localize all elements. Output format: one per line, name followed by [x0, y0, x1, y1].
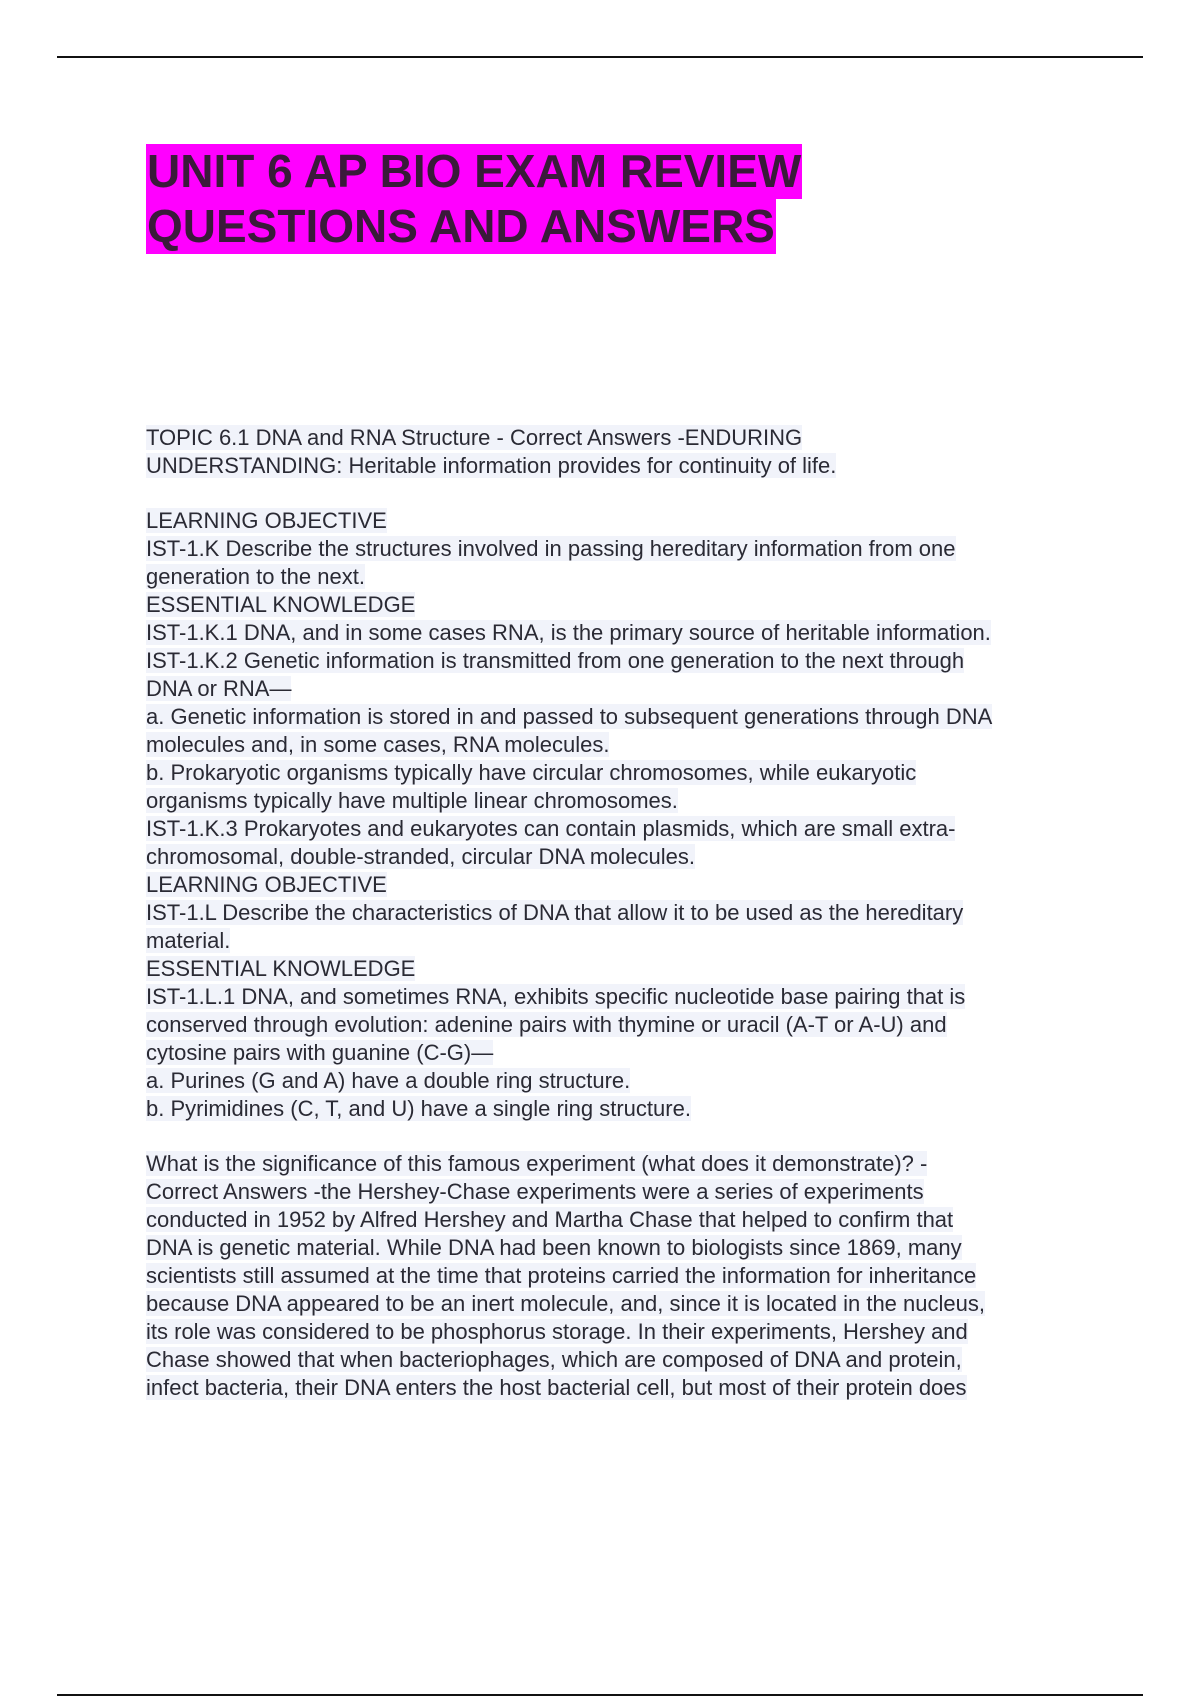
text-line — [146, 1234, 1086, 1262]
text-line — [146, 507, 1086, 535]
text-line — [146, 1067, 1086, 1095]
text-line — [146, 1011, 1086, 1039]
top-horizontal-rule — [57, 56, 1143, 58]
text-line-content: IST-1.K.2 Genetic information is transmitted from one generation to the next through — [146, 648, 965, 673]
text-line — [146, 955, 1086, 983]
text-line-content: IST-1.K.3 Prokaryotes and eukaryotes can contain plasmids, which are small extra- — [146, 816, 956, 841]
text-line — [146, 871, 1086, 899]
title-line-2: QUESTIONS AND ANSWERS — [147, 200, 775, 252]
text-line-content: b. Prokaryotic organisms typically have circular chromosomes, while eukaryotic — [146, 760, 917, 785]
text-line-content: IST-1.K.1 DNA, and in some cases RNA, is the primary source of heritable information. — [146, 620, 991, 645]
text-line-content: DNA or RNA— — [146, 676, 292, 701]
text-line — [146, 424, 1086, 452]
text-line-content: Correct Answers -the Hershey-Chase experiments were a series of experiments — [146, 1179, 924, 1204]
text-line-content: a. Genetic information is stored in and passed to subsequent generations through DNA — [146, 704, 993, 729]
text-line — [146, 675, 1086, 703]
text-line — [146, 1346, 1086, 1374]
text-line — [146, 787, 1086, 815]
text-line-content: UNDERSTANDING: Heritable information provides for continuity of life. — [146, 453, 837, 478]
text-line — [146, 563, 1086, 591]
text-line-content: its role was considered to be phosphorus storage. In their experiments, Hershey and — [146, 1319, 968, 1344]
text-line — [146, 759, 1086, 787]
text-line-content: a. Purines (G and A) have a double ring structure. — [146, 1068, 631, 1093]
text-line — [146, 703, 1086, 731]
text-line-content: DNA is genetic material. While DNA had been known to biologists since 1869, many — [146, 1235, 962, 1260]
title-line-1: UNIT 6 AP BIO EXAM REVIEW — [147, 145, 802, 197]
text-line-content: What is the significance of this famous experiment (what does it demonstrate)? - — [146, 1151, 928, 1176]
text-line-content: chromosomal, double-stranded, circular DNA molecules. — [146, 844, 696, 869]
text-line — [146, 1178, 1086, 1206]
document-body — [146, 424, 1086, 1402]
text-line-content: TOPIC 6.1 DNA and RNA Structure - Correct Answers -ENDURING — [146, 425, 803, 450]
text-line-content: IST-1.L Describe the characteristics of DNA that allow it to be used as the hereditary — [146, 900, 964, 925]
text-line — [146, 843, 1086, 871]
text-line — [146, 535, 1086, 563]
text-line — [146, 591, 1086, 619]
text-line-content: organisms typically have multiple linear chromosomes. — [146, 788, 678, 813]
text-line-content: b. Pyrimidines (C, T, and U) have a single ring structure. — [146, 1096, 691, 1121]
text-line-content: because DNA appeared to be an inert molecule, and, since it is located in the nucleus, — [146, 1291, 985, 1316]
text-line-content: Chase showed that when bacteriophages, which are composed of DNA and protein, — [146, 1347, 962, 1372]
text-line — [146, 647, 1086, 675]
text-line-content: conducted in 1952 by Alfred Hershey and Martha Chase that helped to confirm that — [146, 1207, 954, 1232]
text-line — [146, 452, 1086, 480]
text-line-content: LEARNING OBJECTIVE — [146, 508, 387, 533]
text-line — [146, 1318, 1086, 1346]
text-line-content: ESSENTIAL KNOWLEDGE — [146, 956, 416, 981]
paragraph-gap — [146, 480, 1086, 507]
objectives-paragraph — [146, 507, 1086, 1123]
text-line — [146, 1039, 1086, 1067]
text-line-content: infect bacteria, their DNA enters the host bacterial cell, but most of their protein does — [146, 1375, 967, 1400]
text-line — [146, 983, 1086, 1011]
text-line-content: IST-1.L.1 DNA, and sometimes RNA, exhibits specific nucleotide base pairing that is — [146, 984, 966, 1009]
text-line — [146, 815, 1086, 843]
text-line-content: material. — [146, 928, 231, 953]
text-line — [146, 731, 1086, 759]
text-line — [146, 1206, 1086, 1234]
text-line — [146, 1095, 1086, 1123]
text-line-content: IST-1.K Describe the structures involved in passing hereditary information from one — [146, 536, 956, 561]
text-line-content: molecules and, in some cases, RNA molecules. — [146, 732, 610, 757]
text-line — [146, 1290, 1086, 1318]
text-line — [146, 1150, 1086, 1178]
question-answer-paragraph — [146, 1150, 1086, 1402]
text-line — [146, 1262, 1086, 1290]
text-line-content: cytosine pairs with guanine (C-G)— — [146, 1040, 494, 1065]
text-line — [146, 1374, 1086, 1402]
paragraph-gap — [146, 1123, 1086, 1150]
text-line — [146, 619, 1086, 647]
text-line-content: conserved through evolution: adenine pairs with thymine or uracil (A-T or A-U) and — [146, 1012, 947, 1037]
document-title — [146, 144, 802, 254]
text-line — [146, 899, 1086, 927]
text-line — [146, 927, 1086, 955]
text-line-content: LEARNING OBJECTIVE — [146, 872, 387, 897]
text-line-content: generation to the next. — [146, 564, 365, 589]
bottom-horizontal-rule — [57, 1694, 1143, 1696]
text-line-content: ESSENTIAL KNOWLEDGE — [146, 592, 416, 617]
text-line-content: scientists still assumed at the time that proteins carried the information for inheritance — [146, 1263, 977, 1288]
topic-paragraph — [146, 424, 1086, 480]
